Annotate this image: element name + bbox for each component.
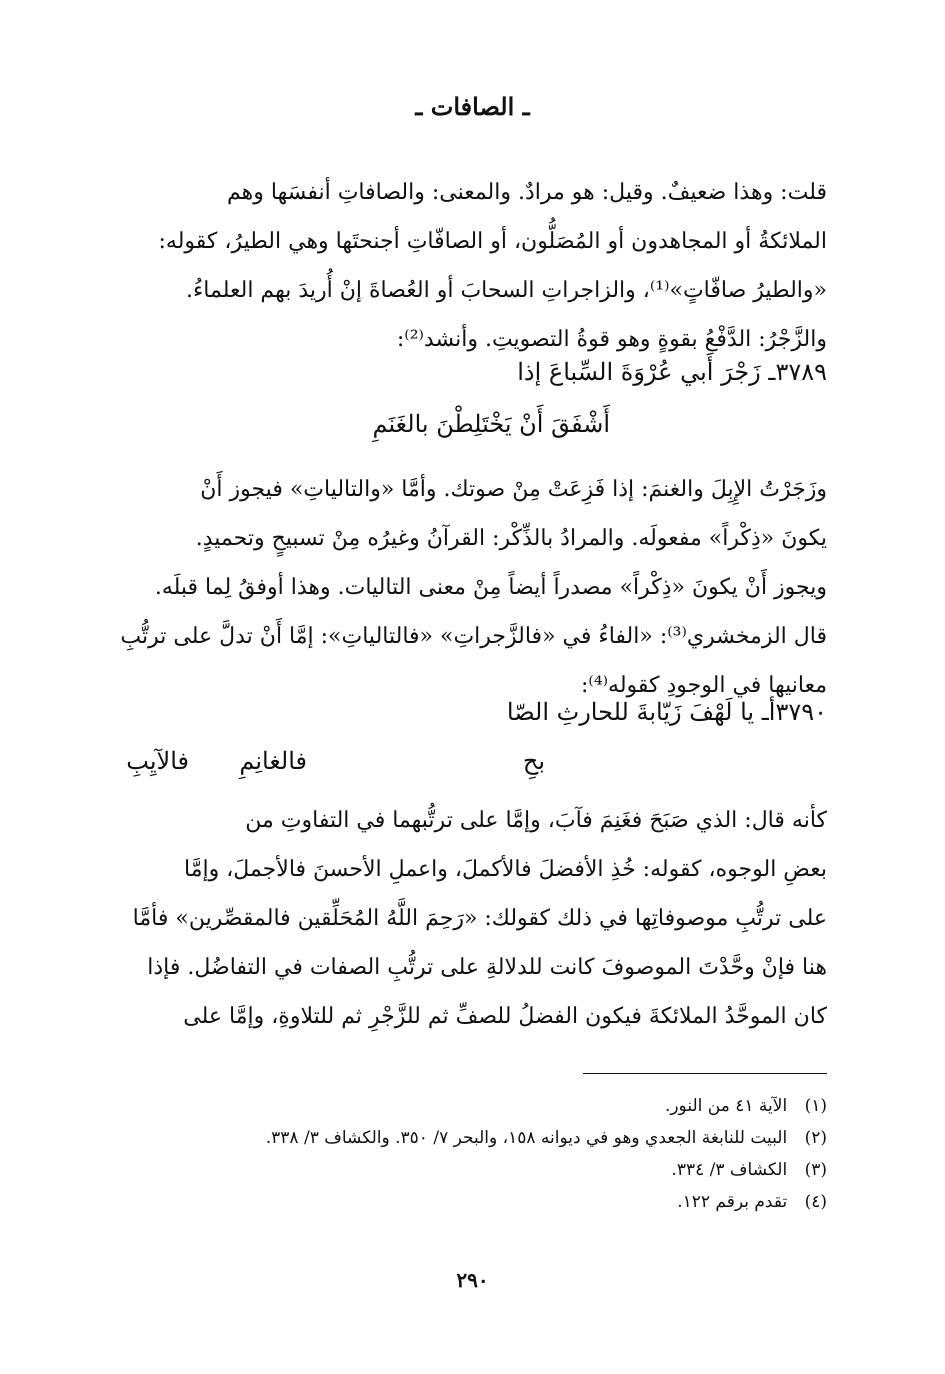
text-line: بعضِ الوجوه، كقوله: خُذِ الأفضلَ فالأكملَ، واعملِ الأحسنَ فالأجملَ، وإمَّا	[183, 857, 827, 882]
footnote-number: (٢)	[804, 1128, 827, 1148]
text-line: كأنه قال: الذي صَبَحَ فغَنِمَ فآبَ، وإمَّا على ترتُّبهما في التفاوتِ من	[245, 808, 827, 833]
page-number: ٢٩٠	[456, 1268, 489, 1292]
text-line: يكونَ «ذِكْراً» مفعولَه. والمرادُ بالذِّكْر: القرآنُ وغيرُه مِنْ تسبيحٍ وتحميدٍ.	[195, 526, 827, 551]
footnote-text: الآية ٤١ من النور.	[664, 1096, 788, 1116]
footnote-text: الكشاف ٣/ ٣٣٤.	[671, 1160, 788, 1180]
paragraph-block-1	[92, 168, 827, 364]
text-line: قلت: وهذا ضعيفٌ. وقيل: هو مرادٌ. والمعنى: والصافاتِ أنفسَها وهم	[227, 180, 827, 205]
verse-3789-second-hemistich: أَشْفَقَ أَنْ يَخْتَلِطْنَ بالغَنَمِ	[372, 410, 610, 438]
text-line: ويجوز أَنْ يكونَ «ذِكْراً» مصدراً أيضاً مِنْ معنى التاليات. وهذا أوفقُ لِما قبلَه.	[154, 575, 827, 600]
footnotes	[118, 1090, 827, 1218]
text-line: الملائكةُ أو المجاهدون أو المُصَلُّون، أو الصافّاتِ أجنحتَها وهي الطيرُ، كقوله:	[158, 229, 827, 254]
footnote-text: تقدم برقم ١٢٢.	[677, 1192, 788, 1212]
verse-3790-word-1: بحِ	[522, 747, 545, 775]
footnote-item	[118, 1186, 827, 1218]
verse-3790-first-hemistich: ٣٧٩٠أـ يا لَهْفَ زَيّابةَ للحارثِ الصّا	[506, 698, 827, 726]
text-line: كان الموحَّدُ الملائكةَ فيكون الفضلُ للصفِّ ثم للزَّجْرِ ثم للتلاوةِ، وإمَّا على	[183, 1004, 827, 1029]
text-line: على ترتُّبِ موصوفاتِها في ذلك كقولك: «رَحِمَ اللَّهُ المُحَلِّقين فالمقصِّرين» فأمَّا	[132, 906, 827, 931]
footnote-text: البيت للنابغة الجعدي وهو في ديوانه ١٥٨، والبحر ٧/ ٣٥٠. والكشاف ٣/ ٣٣٨.	[265, 1128, 788, 1148]
footnote-item	[118, 1122, 827, 1154]
footnote-item	[118, 1154, 827, 1186]
footnote-item	[118, 1090, 827, 1122]
text-line: «والطيرُ صافّاتٍ»⁽¹⁾، والزاجراتِ السحابَ أو العُصاةَ إنْ أُريدَ بهم العلماءُ.	[185, 278, 827, 303]
text-line: قال الزمخشري⁽³⁾: «الفاءُ في «فالزَّجراتِ» «فالتالياتِ»: إمَّا أَنْ تدلَّ على ترتُّبِ	[120, 624, 827, 649]
footnote-number: (٤)	[804, 1192, 827, 1212]
footnote-separator	[583, 1073, 827, 1074]
verse-3790-word-2: فالغانِمِ	[239, 747, 307, 775]
paragraph-block-3	[92, 796, 827, 1041]
footnote-number: (١)	[804, 1096, 827, 1116]
verse-3789-first-hemistich: ٣٧٨٩ـ زَجْرَ أَبي عُرْوَةَ السِّباعَ إذا	[517, 358, 827, 386]
text-line: هنا فإنْ وحَّدْتَ الموصوفَ كانت للدلالةِ على ترتُّبِ الصفات في التفاضُل. فإذا	[147, 955, 827, 980]
running-header: ـ الصافات ـ	[415, 92, 530, 121]
text-line: معانيها في الوجودِ كقوله⁽⁴⁾:	[580, 673, 827, 698]
text-line: والزَّجْرُ: الدَّفْعُ بقوةٍ وهو قوةُ التصويتِ. وأنشد⁽²⁾:	[396, 327, 827, 352]
verse-3790-word-3: فالآيِبِ	[126, 747, 189, 775]
footnote-number: (٣)	[804, 1160, 827, 1180]
text-line: وزَجَرْتُ الإِبِلَ والغنمَ: إذا فَزِعَتْ مِنْ صوتك. وأمَّا «والتالياتِ» فيجوز أَنْ	[200, 477, 827, 502]
paragraph-block-2	[92, 465, 827, 710]
